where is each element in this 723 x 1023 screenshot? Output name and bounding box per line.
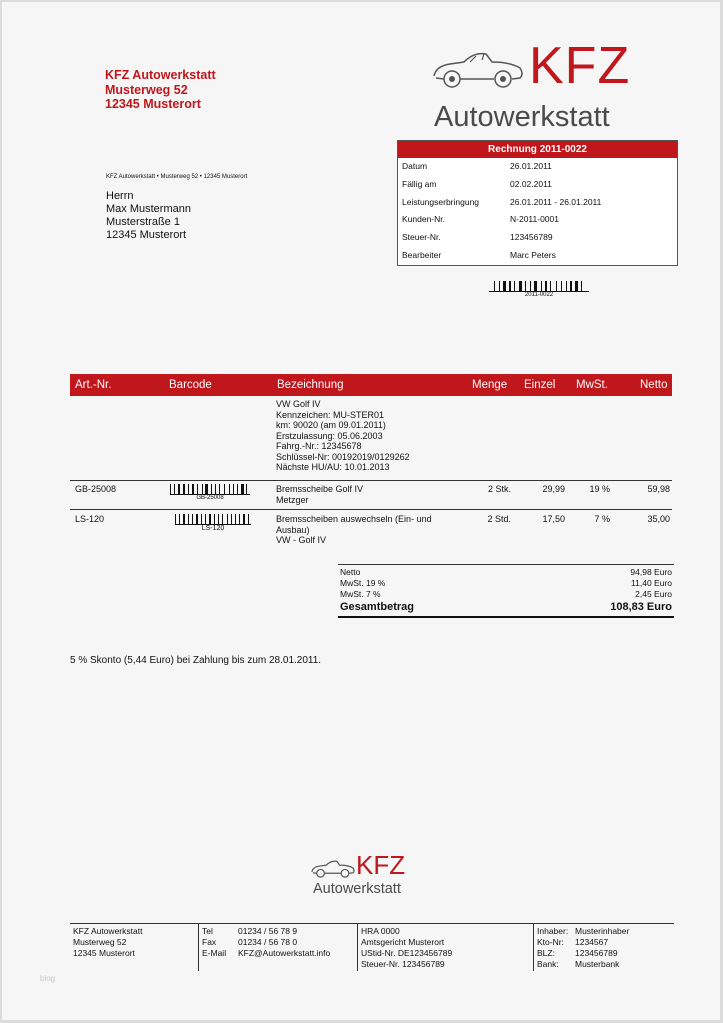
footer-line-text: Steuer-Nr. 123456789 — [361, 959, 445, 969]
barcode-bar — [509, 281, 511, 291]
total-value: 2,45 Euro — [635, 589, 672, 599]
footer-logo-subtitle: Autowerkstatt — [313, 881, 401, 897]
barcode-bar — [231, 484, 233, 494]
barcode-bar — [178, 484, 180, 494]
totals-block — [338, 564, 674, 618]
contact-value: 01234 / 56 78 9 — [238, 926, 298, 936]
bank-value: 1234567 — [575, 937, 609, 947]
barcode-bar — [250, 514, 251, 524]
contact-label: Fax — [202, 937, 217, 947]
recipient-street: Musterstraße 1 — [106, 216, 180, 228]
item-art: GB-25008 — [75, 484, 117, 494]
vehicle-info — [276, 399, 410, 473]
barcode-bar — [233, 484, 234, 494]
barcode-text: 2011-0022 — [489, 291, 589, 298]
barcode-bar — [246, 514, 247, 524]
barcode-bar — [227, 514, 228, 524]
footer-car-icon — [310, 857, 356, 879]
grand-total-label: Gesamtbetrag — [340, 601, 414, 613]
info-value: 123456789 — [510, 232, 553, 243]
barcode-bar — [561, 281, 562, 291]
invoice-barcode — [489, 281, 589, 298]
vehicle-line: km: 90020 (am 09.01.2011) — [276, 420, 386, 430]
barcode-bar — [189, 484, 191, 494]
bank-label: Bank: — [537, 959, 559, 969]
barcode-bar — [183, 514, 185, 524]
barcode-bar — [548, 281, 549, 291]
barcode-bar — [541, 281, 542, 291]
footer-divider — [357, 923, 358, 971]
vehicle-line: Kennzeichen: MU-STER01 — [276, 409, 385, 420]
barcode-bar — [534, 281, 537, 291]
barcode-bar — [516, 281, 518, 291]
footer-contact — [202, 926, 330, 959]
bank-value: Musterbank — [575, 959, 620, 969]
barcode-bar — [203, 484, 204, 494]
barcode-bar — [519, 281, 522, 291]
item-description — [276, 514, 456, 546]
barcode-bar — [196, 514, 198, 524]
footer-line-text: Amtsgericht Musterort — [361, 937, 445, 947]
barcode-bar — [195, 484, 196, 494]
barcode-bar — [201, 514, 202, 524]
barcode-bar — [205, 484, 207, 494]
barcode-bar — [530, 281, 531, 291]
vehicle-line: VW Golf IV — [276, 399, 321, 409]
footer-line-text: HRA 0000 — [361, 926, 400, 936]
item-netto: 35,00 — [647, 514, 670, 524]
barcode-bar — [221, 484, 223, 494]
bank-label: Kto-Nr: — [537, 937, 564, 947]
sender-street: Musterweg 52 — [105, 82, 188, 97]
total-value: 11,40 Euro — [631, 578, 672, 588]
barcode-bar — [523, 281, 524, 291]
item-desc-line: Ausbau) — [276, 524, 310, 535]
footer-divider — [533, 923, 534, 971]
footer-divider — [198, 923, 199, 971]
barcode-bar — [563, 281, 565, 291]
item-desc-line: Bremsscheibe Golf IV — [276, 484, 364, 494]
sender-address — [105, 68, 216, 112]
barcode-bar — [209, 514, 211, 524]
barcode-bar — [235, 514, 236, 524]
barcode-bar — [245, 484, 246, 494]
col-mwst: MwSt. — [576, 379, 608, 391]
barcode-bar — [202, 484, 203, 494]
contact-label: Tel — [202, 926, 213, 936]
barcode-bar — [532, 281, 533, 291]
barcode-bar — [205, 514, 206, 524]
bank-label: BLZ: — [537, 948, 555, 958]
barcode-bar — [558, 281, 560, 291]
barcode-bar — [570, 281, 572, 291]
barcode-bar — [581, 281, 582, 291]
item-description — [276, 484, 363, 505]
grand-total-value: 108,83 Euro — [610, 601, 672, 613]
barcode-bar — [556, 281, 557, 291]
logo-subtitle: Autowerkstatt — [434, 101, 610, 133]
item-netto: 59,98 — [647, 484, 670, 494]
vehicle-line: Erstzulassung: 05.06.2003 — [276, 430, 383, 441]
col-einzel: Einzel — [524, 379, 556, 391]
footer-line-text: KFZ Autowerkstatt — [73, 926, 143, 936]
barcode-bar — [233, 514, 234, 524]
barcode-text: LS-120 — [175, 524, 251, 532]
barcode-bar — [220, 514, 221, 524]
barcode-bar — [188, 484, 189, 494]
col-menge: Menge — [472, 379, 508, 391]
col-barcode: Barcode — [169, 379, 212, 391]
footer-address — [73, 926, 142, 959]
barcode-bar — [579, 281, 580, 291]
barcode-bar — [207, 514, 208, 524]
contact-email: KFZ@Autowerkstatt.info — [238, 948, 331, 958]
barcode-bar — [179, 514, 180, 524]
barcode-bar — [248, 514, 249, 524]
info-value: N-2011-0001 — [510, 214, 559, 225]
barcode-bar — [246, 484, 247, 494]
contact-label: E-Mail — [202, 948, 227, 958]
barcode-bar — [181, 514, 182, 524]
info-label: Kunden-Nr. — [402, 214, 445, 225]
info-value: 26.01.2011 - 26.01.2011 — [510, 196, 602, 207]
footer-line-text: Musterweg 52 — [73, 937, 127, 947]
total-row — [338, 567, 674, 578]
barcode-bar — [538, 281, 540, 291]
barcode-bar — [186, 514, 187, 524]
item-mwst: 7 % — [594, 514, 610, 524]
item-barcode — [170, 484, 250, 501]
recipient-city: 12345 Musterort — [106, 229, 187, 241]
barcode-bar — [545, 281, 547, 291]
barcode-bar — [172, 484, 174, 494]
barcode-bar — [566, 281, 567, 291]
items-table-header — [70, 374, 672, 396]
barcode-bar — [174, 484, 175, 494]
barcode-bar — [248, 484, 250, 494]
info-value: 02.02.2011 — [510, 178, 552, 189]
barcode-bar — [203, 514, 204, 524]
bank-value: Musterinhaber — [575, 926, 630, 936]
barcode-bar — [229, 514, 230, 524]
total-label: MwSt. 7 % — [340, 589, 381, 599]
barcode-text: GB-25008 — [170, 494, 250, 501]
barcode-bar — [226, 484, 228, 494]
info-row — [398, 194, 677, 212]
col-bezeichnung: Bezeichnung — [277, 379, 344, 391]
contact-value: 01234 / 56 78 0 — [238, 937, 298, 947]
total-row — [338, 578, 674, 589]
barcode-bar — [215, 484, 217, 494]
barcode-bar — [525, 281, 526, 291]
vehicle-line: Schlüssel-Nr: 00192019/0129262 — [276, 451, 410, 462]
barcode-bar — [512, 281, 513, 291]
total-label: Netto — [340, 567, 361, 577]
barcode-bar — [568, 281, 569, 291]
car-logo-icon — [430, 46, 526, 90]
barcode-bar — [499, 281, 500, 291]
barcode-bar — [175, 514, 176, 524]
barcode-bar — [176, 484, 177, 494]
barcode-bar — [229, 484, 230, 494]
footer-registry — [361, 926, 452, 970]
barcode-bar — [222, 514, 223, 524]
info-label: Fällig am — [402, 178, 437, 189]
barcode-bars — [489, 281, 589, 291]
barcode-bar — [496, 281, 498, 291]
table-row — [70, 514, 672, 554]
barcode-bars — [175, 514, 251, 524]
barcode-bar — [241, 484, 243, 494]
barcode-bar — [183, 484, 185, 494]
barcode-bar — [501, 281, 502, 291]
barcode-bar — [527, 281, 529, 291]
barcode-bar — [543, 281, 544, 291]
item-einzel: 29,99 — [542, 484, 565, 494]
barcode-bar — [214, 514, 215, 524]
barcode-bar — [231, 514, 232, 524]
invoice-page — [2, 2, 720, 1020]
barcode-bar — [573, 281, 574, 291]
watermark: blog — [40, 974, 56, 983]
invoice-title: Rechnung 2011-0022 — [398, 141, 677, 158]
item-barcode — [175, 514, 251, 532]
barcode-bar — [239, 514, 240, 524]
footer-line — [70, 923, 674, 924]
total-label: MwSt. 19 % — [340, 578, 386, 588]
barcode-bar — [552, 281, 555, 291]
footer-logo-kfz: KFZ — [356, 850, 406, 880]
barcode-bar — [190, 514, 191, 524]
info-label: Datum — [402, 161, 428, 171]
barcode-bar — [211, 484, 212, 494]
sender-name: KFZ Autowerkstatt — [105, 68, 216, 82]
skonto-note: 5 % Skonto (5,44 Euro) bei Zahlung bis zum 28.01.2011. — [70, 655, 322, 666]
barcode-bar — [243, 514, 245, 524]
barcode-bar — [188, 514, 189, 524]
barcode-bar — [550, 281, 551, 291]
barcode-bar — [575, 281, 578, 291]
barcode-bar — [199, 514, 200, 524]
barcode-bar — [235, 484, 236, 494]
barcode-bar — [224, 514, 226, 524]
barcode-bar — [224, 484, 225, 494]
barcode-bar — [209, 484, 211, 494]
barcode-bar — [494, 281, 495, 291]
total-row — [338, 589, 674, 600]
barcode-bar — [192, 514, 193, 524]
barcode-bar — [507, 281, 508, 291]
item-desc-line: Bremsscheiben auswechseln (Ein- und — [276, 514, 432, 524]
item-desc-line: VW - Golf IV — [276, 535, 327, 545]
barcode-bar — [186, 484, 187, 494]
barcode-bar — [199, 484, 201, 494]
barcode-bar — [212, 514, 213, 524]
barcode-bar — [194, 514, 195, 524]
footer-bank — [537, 926, 629, 970]
item-menge: 2 Std. — [487, 514, 511, 524]
col-netto: Netto — [640, 379, 668, 391]
recipient-name: Max Mustermann — [106, 203, 191, 215]
barcode-bar — [181, 484, 182, 494]
item-desc-line: Metzger — [276, 494, 309, 505]
vehicle-line: Fahrg.-Nr.: 12345678 — [276, 441, 362, 451]
barcode-bar — [177, 514, 178, 524]
recipient-address — [106, 190, 191, 242]
total-value: 94,98 Euro — [630, 567, 672, 577]
table-row — [70, 484, 672, 508]
info-label: Leistungserbringung — [402, 196, 480, 207]
col-art: Art.-Nr. — [75, 379, 112, 391]
totals-top-line — [338, 564, 674, 565]
footer-line-text: 12345 Musterort — [73, 948, 135, 958]
barcode-bar — [217, 484, 218, 494]
barcode-bar — [239, 484, 240, 494]
item-menge: 2 Stk. — [487, 484, 511, 494]
barcode-bar — [219, 484, 220, 494]
recipient-salutation: Herrn — [106, 190, 134, 202]
totals-bottom-line — [338, 616, 674, 618]
barcode-bar — [170, 484, 171, 494]
footer-line-text: UStid-Nr. DE123456789 — [361, 948, 453, 958]
barcode-bar — [213, 484, 214, 494]
info-value: Marc Peters — [510, 249, 556, 260]
invoice-info-box — [397, 140, 678, 266]
sender-line: KFZ Autowerkstatt • Musterweg 52 • 12345 Musterort — [106, 174, 248, 180]
barcode-bar — [583, 281, 585, 291]
info-row — [398, 247, 677, 265]
row-divider — [70, 480, 672, 481]
grand-total-row — [338, 600, 674, 614]
item-mwst: 19 % — [589, 484, 610, 494]
barcode-bar — [503, 281, 506, 291]
info-row — [398, 176, 677, 194]
vehicle-line: Nächste HU/AU: 10.01.2013 — [276, 462, 390, 472]
barcode-bar — [514, 281, 515, 291]
barcode-bar — [192, 484, 194, 494]
bank-value: 123456789 — [575, 948, 618, 958]
item-einzel: 17,50 — [542, 514, 565, 524]
logo-kfz: KFZ — [529, 37, 631, 95]
sender-city: 12345 Musterort — [105, 97, 201, 111]
info-label: Bearbeiter — [402, 249, 442, 260]
barcode-bar — [216, 514, 217, 524]
info-row — [398, 229, 677, 247]
barcode-bar — [237, 484, 239, 494]
bank-label: Inhaber: — [537, 926, 569, 936]
item-art: LS-120 — [75, 514, 105, 524]
barcode-bar — [218, 514, 219, 524]
info-row — [398, 158, 677, 176]
info-row — [398, 211, 677, 229]
barcode-bar — [197, 484, 198, 494]
info-label: Steuer-Nr. — [402, 232, 441, 243]
barcode-bar — [237, 514, 238, 524]
row-divider — [70, 509, 672, 510]
barcode-bars — [170, 484, 250, 494]
barcode-bar — [241, 514, 242, 524]
info-value: 26.01.2011 — [510, 161, 552, 171]
